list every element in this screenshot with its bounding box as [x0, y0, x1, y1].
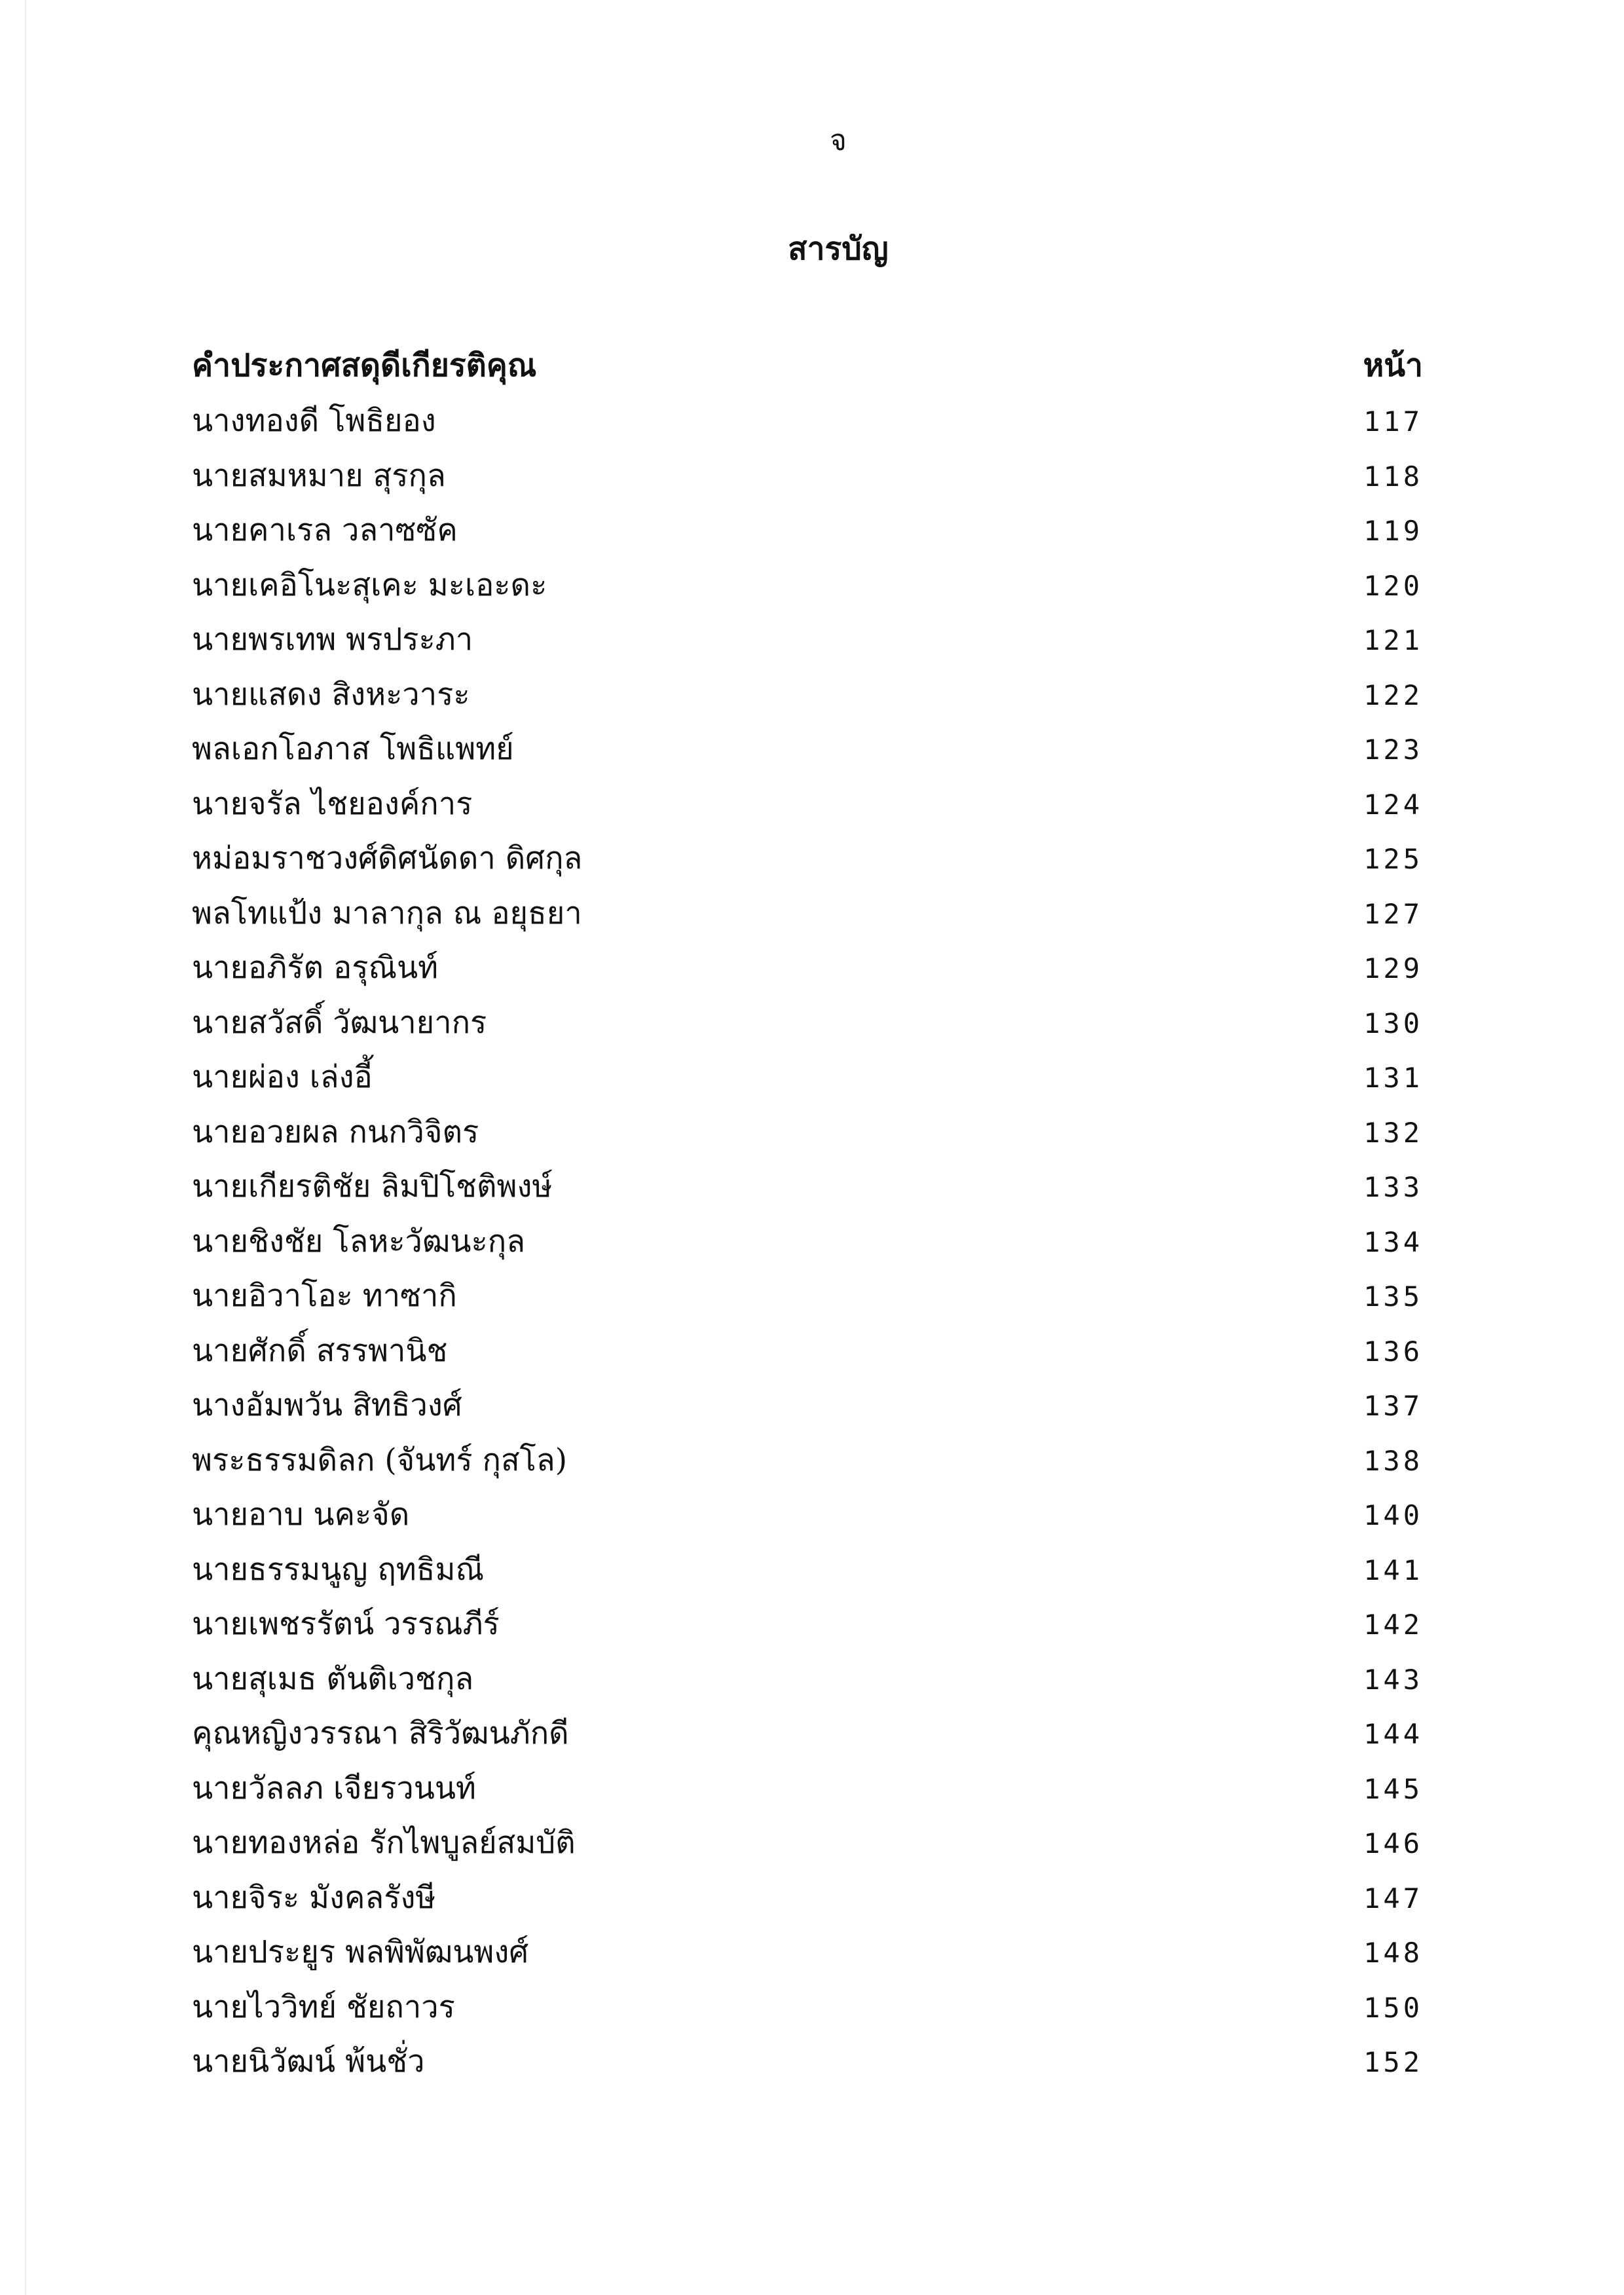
toc-entry-name: นายเกียรติชัย ลิมปิโชติพงษ์ [192, 1168, 553, 1204]
toc-entry-name: หม่อมราชวงศ์ดิศนัดดา ดิศกุล [192, 840, 583, 876]
toc-entry [192, 449, 1423, 504]
page-title: สารบัญ [788, 231, 889, 267]
toc-entry-page: 136 [1363, 1335, 1423, 1368]
toc-entry [192, 1706, 1423, 1761]
toc-entry [192, 1816, 1423, 1871]
toc-entry-name: นายธรรมนูญ ฤทธิมณี [192, 1551, 485, 1588]
toc-entry-name: นายแสดง สิงหะวาระ [192, 676, 470, 713]
toc-section-heading: คำประกาศสดุดีเกียรติคุณ [192, 347, 537, 384]
toc-entry-name: นายอาบ นคะจัด [192, 1497, 410, 1533]
toc-entry-page: 146 [1363, 1827, 1423, 1859]
toc-entry [192, 831, 1423, 886]
toc-entry [192, 941, 1423, 996]
toc-entry-name: พระธรรมดิลก (จันทร์ กุสโล) [192, 1442, 568, 1478]
toc-entry-name: นายวัลลภ เจียรวนนท์ [192, 1770, 476, 1806]
toc-entry-page: 125 [1363, 843, 1423, 875]
toc-entry [192, 667, 1423, 722]
toc-entry-name: นายประยูร พลพิพัฒนพงศ์ [192, 1934, 529, 1970]
toc-entry-page: 122 [1363, 679, 1423, 711]
toc-entry-page: 143 [1363, 1663, 1423, 1696]
toc-entry [192, 394, 1423, 449]
toc-entry-name: นายสวัสดิ์ วัฒนายากร [192, 1004, 487, 1041]
toc-entry-name: นายศักดิ์ สรรพานิช [192, 1332, 448, 1369]
toc-entry [192, 1105, 1423, 1160]
toc-entry-list [192, 394, 1423, 2089]
toc-entry [192, 558, 1423, 613]
toc-entry-page: 117 [1363, 405, 1423, 438]
toc-entry-page: 135 [1363, 1280, 1423, 1313]
toc-entry-page: 150 [1363, 1991, 1423, 2024]
toc-entry [192, 1542, 1423, 1597]
toc-entry-name: นายทองหล่อ รักไพบูลย์สมบัติ [192, 1825, 576, 1861]
toc-entry-name: นายชิงชัย โลหะวัฒนะกุล [192, 1223, 526, 1259]
toc-entry-name: นายผ่อง เล่งอี้ [192, 1059, 373, 1095]
toc-entry-page: 141 [1363, 1554, 1423, 1586]
page-number: จ [830, 124, 847, 157]
toc-entry-name: นายเพชรรัตน์ วรรณภีร์ [192, 1606, 500, 1642]
toc-entry [192, 612, 1423, 667]
toc-entry-page: 140 [1363, 1499, 1423, 1531]
toc-entry-name: นายอภิรัต อรุณินท์ [192, 950, 439, 986]
toc-entry [192, 1050, 1423, 1105]
toc-entry-page: 120 [1363, 569, 1423, 602]
toc-entry-name: นายนิวัฒน์ พ้นชั่ว [192, 2043, 425, 2080]
toc-entry-page: 133 [1363, 1171, 1423, 1203]
toc-entry-name: นายอิวาโอะ ทาซากิ [192, 1278, 457, 1314]
toc-entry [192, 1487, 1423, 1542]
toc-entry-name: นายสมหมาย สุรกุล [192, 457, 446, 494]
toc-entry-page: 123 [1363, 734, 1423, 766]
toc-entry [192, 1980, 1423, 2035]
toc-entry-name: นายอวยผล กนกวิจิตร [192, 1113, 479, 1150]
toc-entry-page: 138 [1363, 1444, 1423, 1477]
toc-entry [192, 1871, 1423, 1926]
toc-header [192, 337, 1423, 394]
toc-entry [192, 1597, 1423, 1652]
toc-entry [192, 1378, 1423, 1433]
toc-entry [192, 1324, 1423, 1379]
toc-entry [192, 1269, 1423, 1324]
toc-entry-page: 152 [1363, 2046, 1423, 2078]
toc-entry-name: นายเคอิโนะสุเคะ มะเอะดะ [192, 567, 547, 603]
toc-entry-page: 124 [1363, 788, 1423, 821]
toc-entry [192, 1652, 1423, 1707]
toc-page-column-heading: หน้า [1363, 347, 1423, 384]
toc-entry-page: 132 [1363, 1116, 1423, 1149]
toc-entry-page: 127 [1363, 897, 1423, 930]
toc-entry-name: นายคาเรล วลาซซัค [192, 512, 458, 548]
toc-entry [192, 503, 1423, 558]
toc-entry-page: 121 [1363, 624, 1423, 656]
toc-entry-name: นายจรัล ไชยองค์การ [192, 785, 473, 822]
toc-entry-name: พลเอกโอภาส โพธิแพทย์ [192, 731, 514, 767]
toc-entry-page: 118 [1363, 460, 1423, 493]
toc-entry-name: นายไววิทย์ ชัยถาวร [192, 1988, 455, 2025]
toc-entry-name: นางทองดี โพธิยอง [192, 403, 436, 439]
toc-entry-name: นายจิระ มังคลรังษี [192, 1879, 436, 1916]
toc-entry-page: 144 [1363, 1718, 1423, 1750]
toc-entry [192, 1761, 1423, 1816]
page-binding-edge [25, 0, 26, 2295]
toc-entry-page: 134 [1363, 1225, 1423, 1258]
toc-entry-page: 137 [1363, 1390, 1423, 1422]
toc-entry [192, 1214, 1423, 1269]
toc-entry [192, 1159, 1423, 1214]
toc-entry-page: 148 [1363, 1937, 1423, 1969]
toc-entry [192, 2034, 1423, 2089]
toc-entry-page: 129 [1363, 952, 1423, 984]
toc-entry-name: นายพรเทพ พรประภา [192, 622, 473, 658]
toc-entry [192, 777, 1423, 832]
toc-entry-page: 130 [1363, 1007, 1423, 1039]
toc-entry [192, 886, 1423, 941]
toc-entry-page: 147 [1363, 1882, 1423, 1914]
toc-entry [192, 722, 1423, 777]
toc-entry-page: 145 [1363, 1772, 1423, 1805]
toc-entry-name: นายสุเมธ ตันติเวชกุล [192, 1660, 474, 1697]
toc-entry [192, 996, 1423, 1051]
toc-entry-page: 119 [1363, 515, 1423, 547]
toc-entry-name: นางอัมพวัน สิทธิวงศ์ [192, 1387, 462, 1423]
toc-entry-page: 142 [1363, 1609, 1423, 1641]
toc-entry [192, 1433, 1423, 1488]
toc-entry [192, 1925, 1423, 1980]
table-of-contents [192, 337, 1423, 2089]
toc-entry-name: พลโทแป้ง มาลากุล ณ อยุธยา [192, 895, 582, 931]
toc-entry-page: 131 [1363, 1062, 1423, 1094]
toc-entry-name: คุณหญิงวรรณา สิริวัฒนภักดี [192, 1715, 569, 1751]
